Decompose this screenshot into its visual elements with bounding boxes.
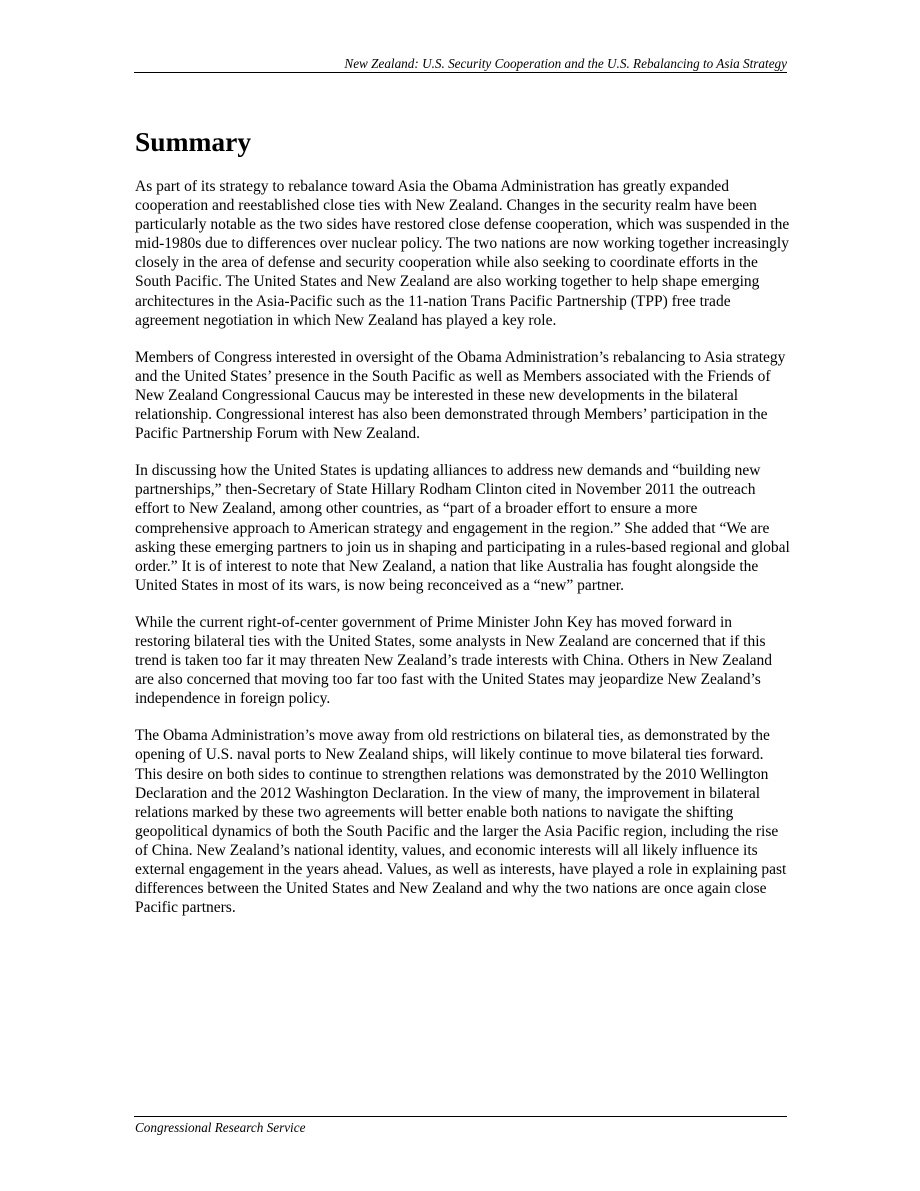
paragraph-3: In discussing how the United States is updating alliances to address new demands and “building new partnerships,” then-Secretary of State Hillary Rodham Clinton cited in November 2011 the outreach effort to New Zealand, among other countries, as “part of a broader effort to ensure a more comprehensive approach to American strategy and engagement in the region.” She added that “We are asking these emerging partners to join us in shaping and participating in a rules-based regional and global order.” It is of interest to note that New Zealand, a nation that like Australia has fought alongside the United States in most of its wars, is now being reconceived as a “new” partner.	[135, 462, 790, 594]
paragraph-5: The Obama Administration’s move away from old restrictions on bilateral ties, as demonstrated by the opening of U.S. naval ports to New Zealand ships, will likely continue to move bilateral ties forward. This desire on both sides to continue to strengthen relations was demonstrated by the 2010 Wellington Declaration and the 2012 Washington Declaration. In the view of many, the improvement in bilateral relations marked by these two agreements will better enable both nations to navigate the shifting geopolitical dynamics of both the South Pacific and the larger the Asia Pacific region, including the rise of China. New Zealand’s national identity, values, and economic interests will all likely influence its external engagement in the years ahead. Values, as well as interests, have played a role in explaining past differences between the United States and New Zealand and why the two nations are once again close Pacific partners.	[135, 727, 787, 917]
header-divider	[134, 72, 787, 73]
running-footer: Congressional Research Service	[135, 1120, 306, 1135]
footer-divider	[134, 1116, 787, 1117]
summary-body	[135, 177, 790, 935]
section-title: Summary	[135, 126, 252, 157]
paragraph-4: While the current right-of-center government of Prime Minister John Key has moved forward in restoring bilateral ties with the United States, some analysts in New Zealand are concerned that if this trend is taken too far it may threaten New Zealand’s trade interests with China. Others in New Zealand are also concerned that moving too far too fast with the United States may jeopardize New Zealand’s independence in foreign policy.	[135, 613, 773, 708]
paragraph-1: As part of its strategy to rebalance toward Asia the Obama Administration has greatly expanded cooperation and reestablished close ties with New Zealand. Changes in the security realm have been particularly notable as the two sides have restored close defense cooperation, which was suspended in the mid-1980s due to differences over nuclear policy. The two nations are now working together increasingly closely in the area of defense and security cooperation while also seeking to coordinate efforts in the South Pacific. The United States and New Zealand are also working together to help shape emerging architectures in the Asia-Pacific such as the 11-nation Trans Pacific Partnership (TPP) free trade agreement negotiation in which New Zealand has played a key role.	[135, 178, 790, 329]
running-header: New Zealand: U.S. Security Cooperation and the U.S. Rebalancing to Asia Strategy	[344, 56, 787, 71]
paragraph-2: Members of Congress interested in oversight of the Obama Administration’s rebalancing to Asia strategy and the United States’ presence in the South Pacific as well as Members associated with the Friends of New Zealand Congressional Caucus may be interested in these new developments in the bilateral relationship. Congressional interest has also been demonstrated through Members’ participation in the Pacific Partnership Forum with New Zealand.	[135, 348, 786, 443]
